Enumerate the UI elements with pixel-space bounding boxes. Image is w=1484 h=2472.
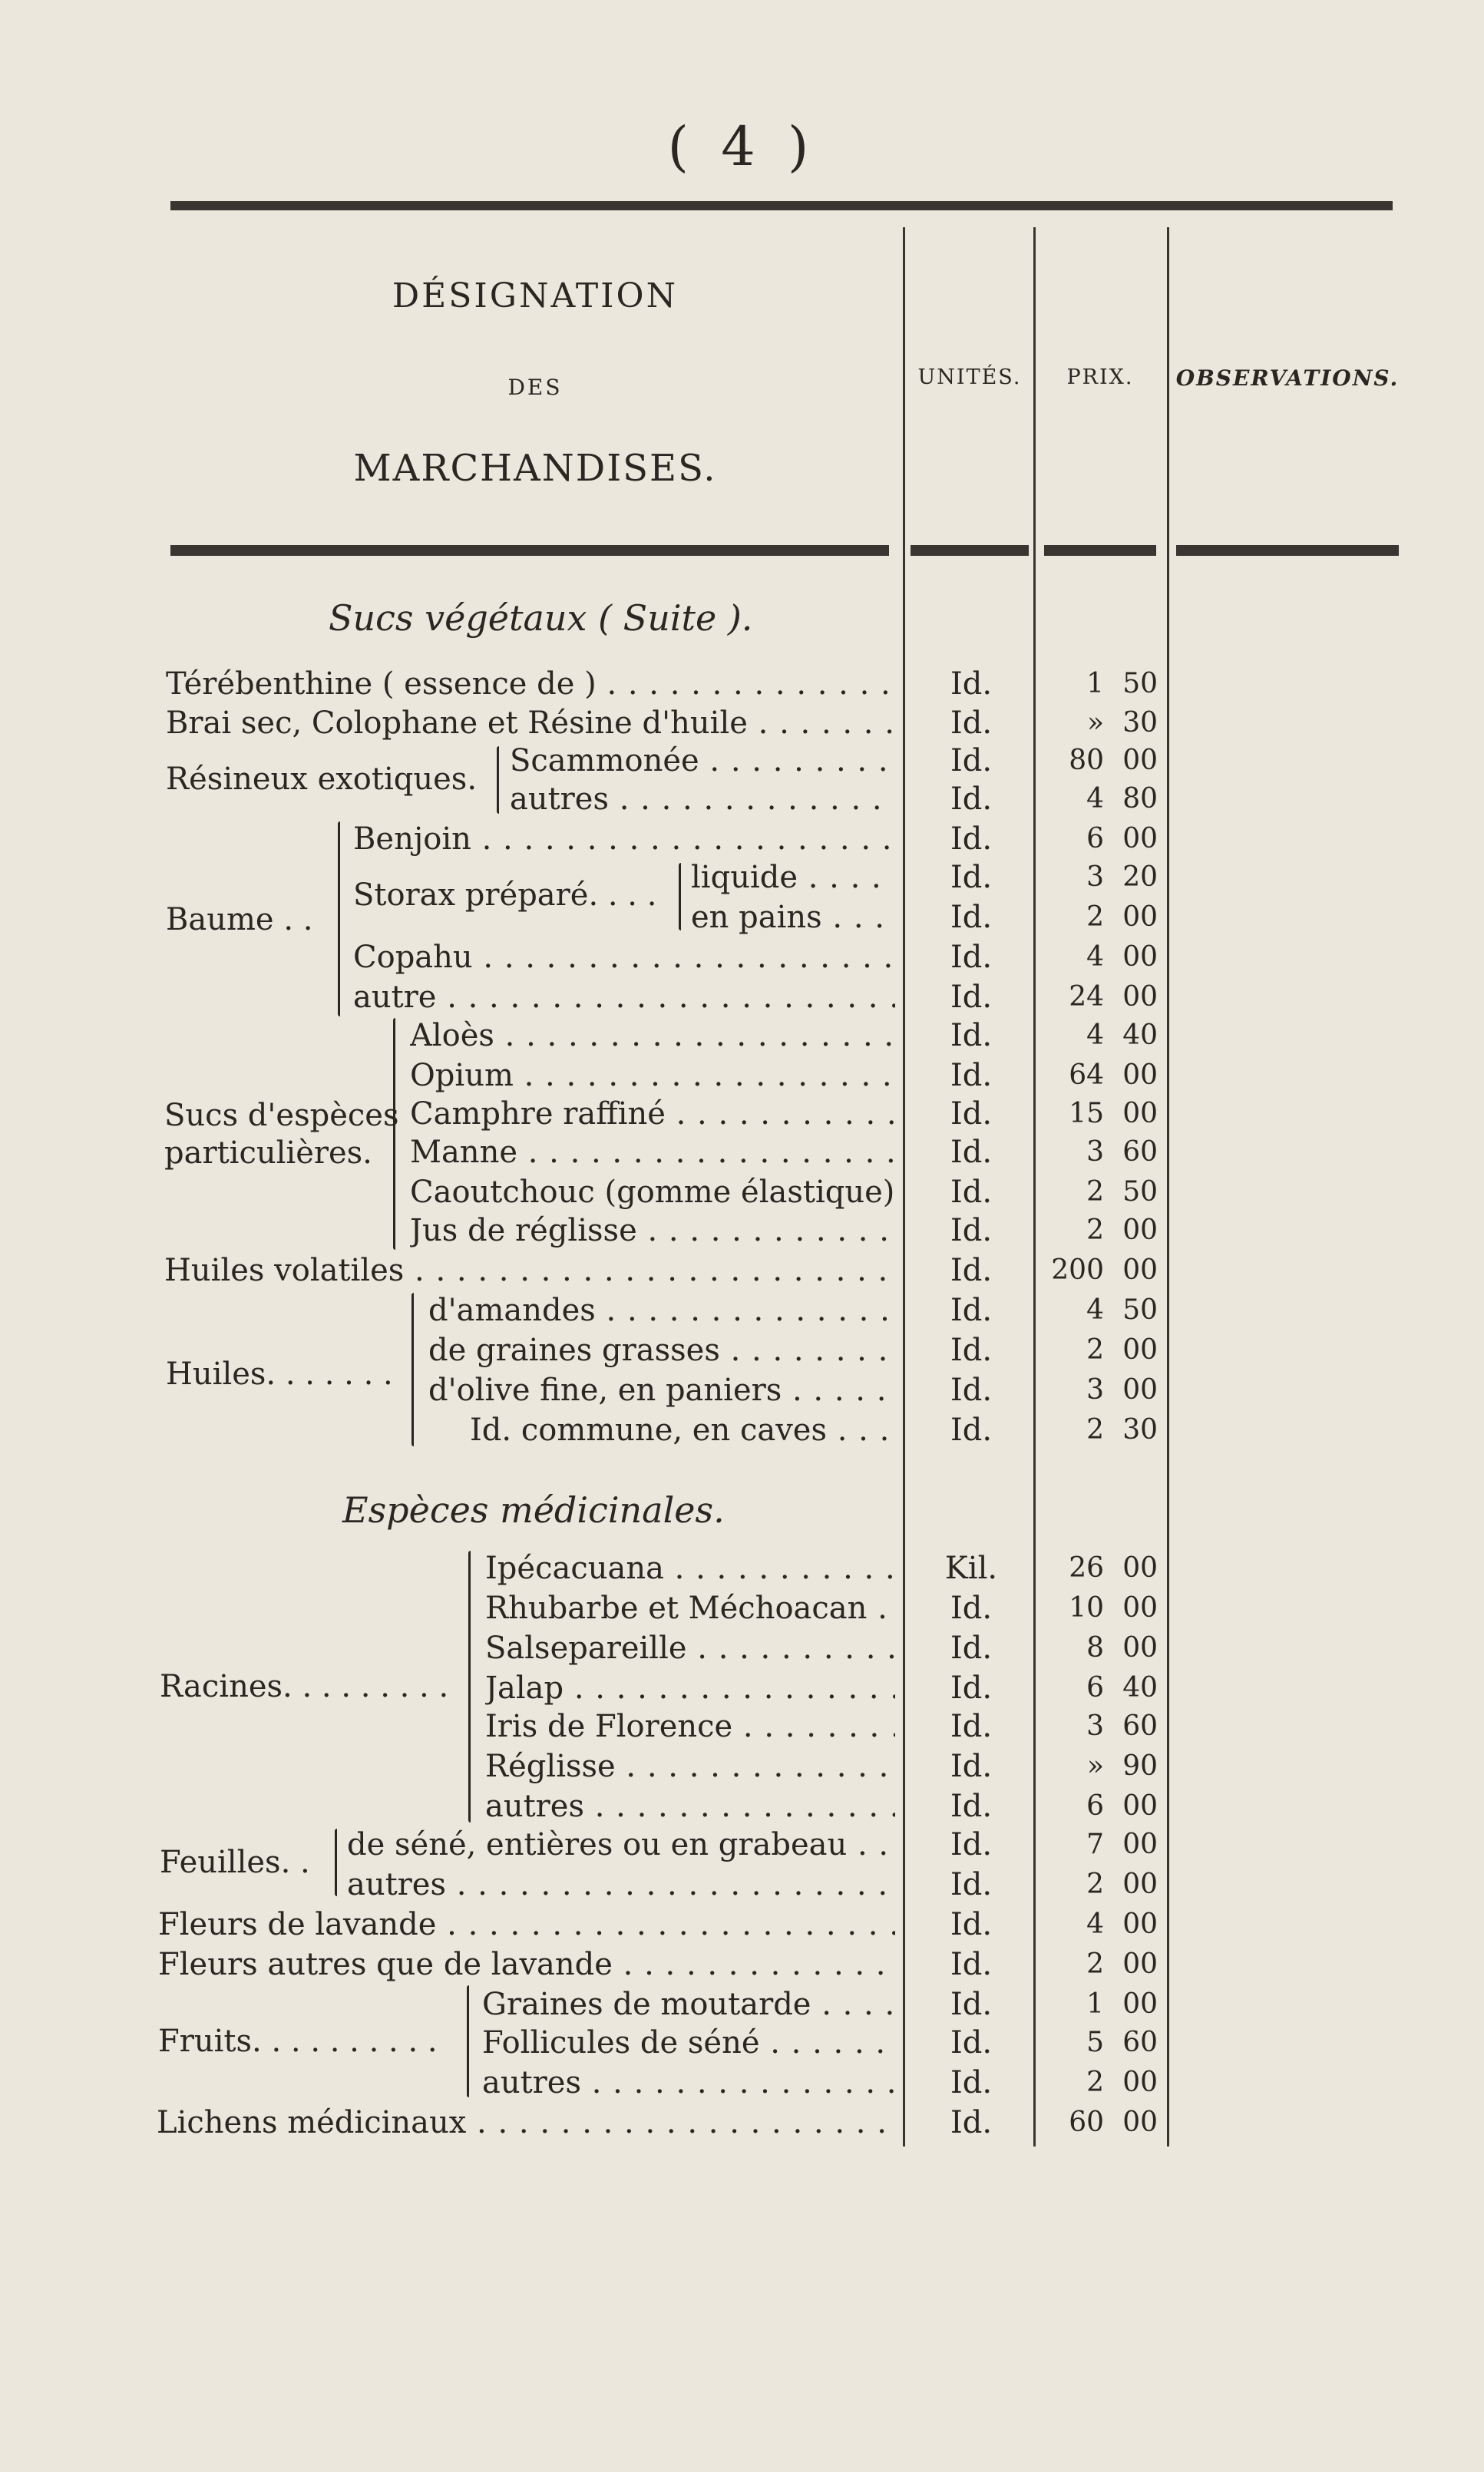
item-price: 3 20 [1086, 861, 1158, 893]
item-unit: Id. [950, 1591, 993, 1626]
item-unit: Id. [950, 666, 993, 702]
table-row [0, 1095, 1484, 1133]
item-label: Scammonée . . . [510, 742, 895, 780]
item-price: 6 00 [1086, 823, 1158, 854]
item-label: d'amandes . . . [428, 1291, 895, 1330]
table-row [0, 1056, 1484, 1095]
header-unites: UNITÉS. [917, 365, 1022, 389]
table-row [0, 2104, 1484, 2142]
table-row [0, 1133, 1484, 1172]
item-label: de séné, entières ou en grabeau . . . [347, 1826, 895, 1864]
item-unit: Id. [950, 1373, 993, 1408]
item-label: Fleurs de lavande . . . [158, 1905, 895, 1944]
item-label: Ipécacuana . . . [485, 1549, 895, 1588]
table-row [0, 1291, 1484, 1330]
item-label: liquide . . . [691, 858, 895, 897]
table-row [0, 1251, 1484, 1290]
item-price: » 30 [1086, 707, 1158, 739]
item-price: 5 60 [1086, 2027, 1158, 2058]
item-unit: Id. [950, 900, 993, 935]
item-price: 4 40 [1086, 1020, 1158, 1051]
table-row [0, 820, 1484, 858]
item-price: 26 00 [1069, 1552, 1158, 1584]
item-unit: Id. [950, 1413, 993, 1448]
item-unit: Id. [950, 2025, 993, 2061]
table-row [0, 2064, 1484, 2102]
group-baume: Baume . . [166, 902, 313, 937]
table-row [0, 1985, 1484, 2024]
item-label: Graines de moutarde . . . [482, 1985, 895, 2024]
item-unit: Id. [950, 1018, 993, 1053]
item-unit: Id. [950, 782, 993, 817]
item-price: 4 50 [1086, 1294, 1158, 1326]
table-row [0, 742, 1484, 780]
item-price: 7 00 [1086, 1829, 1158, 1860]
item-price: 2 00 [1086, 1948, 1158, 1980]
item-label: Copahu . . . [353, 938, 895, 977]
item-unit: Id. [950, 1058, 993, 1093]
table-row [0, 2024, 1484, 2062]
item-label: autres . . . [485, 1787, 895, 1826]
item-label: Aloès . . . [410, 1016, 895, 1055]
item-unit: Id. [950, 1907, 993, 1942]
item-unit: Id. [950, 1827, 993, 1862]
item-unit: Id. [950, 743, 993, 778]
item-price: 2 00 [1086, 1215, 1158, 1246]
item-price: 200 00 [1051, 1254, 1158, 1286]
item-unit: Id. [950, 1135, 993, 1170]
item-label: Fleurs autres que de lavande . . . [158, 1945, 895, 1984]
item-price: 10 00 [1069, 1592, 1158, 1624]
table-row [0, 780, 1484, 818]
item-label: Benjoin . . . [353, 820, 895, 858]
item-price: 4 80 [1086, 783, 1158, 815]
item-unit: Kil. [944, 1551, 998, 1586]
table-row [0, 1589, 1484, 1628]
item-price: 2 00 [1086, 1869, 1158, 1900]
table-row [0, 1411, 1484, 1449]
item-price: 2 50 [1086, 1176, 1158, 1208]
table-row [0, 1787, 1484, 1826]
table-row [0, 938, 1484, 977]
table-row [0, 1945, 1484, 1984]
item-price: 3 60 [1086, 1710, 1158, 1742]
table-row [0, 858, 1484, 897]
item-label: de graines grasses . . . [428, 1331, 895, 1370]
item-price: 24 00 [1069, 981, 1158, 1013]
item-unit: Id. [950, 860, 993, 895]
table-row [0, 978, 1484, 1016]
group-racines: Racines. . . . . . . . . [160, 1669, 449, 1704]
item-price: 64 00 [1069, 1059, 1158, 1091]
item-label: Lichens médicinaux . . . [157, 2104, 895, 2142]
item-label: en pains . . . [691, 898, 895, 937]
group-feuilles: Feuilles. . [160, 1845, 310, 1880]
item-label: Iris de Florence . . . [485, 1707, 895, 1746]
item-price: 8 00 [1086, 1632, 1158, 1664]
header-des: DES [507, 375, 563, 400]
item-unit: Id. [950, 1096, 993, 1132]
item-price: 6 00 [1086, 1790, 1158, 1822]
table-row [0, 1866, 1484, 1904]
item-unit: Id. [950, 1631, 993, 1666]
header-marchandises: MARCHANDISES. [353, 447, 717, 490]
item-unit: Id. [950, 940, 993, 975]
item-label: Rhubarbe et Méchoacan . . . [485, 1589, 895, 1628]
item-unit: Id. [950, 1293, 993, 1328]
item-label: Caoutchouc (gomme élastique) [410, 1175, 895, 1210]
item-label: Jalap . . . [485, 1669, 895, 1707]
item-unit: Id. [950, 1671, 993, 1706]
item-label: Opium . . . [410, 1056, 895, 1095]
table-row [0, 1016, 1484, 1055]
item-label: autres . . . [510, 780, 895, 818]
table-row [0, 1549, 1484, 1588]
header-bar-designation [170, 545, 889, 556]
item-price: 1 50 [1086, 668, 1158, 699]
header-bar-observations [1176, 545, 1399, 556]
item-price: 3 00 [1086, 1374, 1158, 1406]
header-prix: PRIX. [1066, 365, 1134, 389]
item-price: 15 00 [1069, 1098, 1158, 1129]
table-row [0, 1905, 1484, 1944]
group-sucs-especes-1: Sucs d'espèces [164, 1098, 399, 1133]
item-unit: Id. [950, 1987, 993, 2022]
group-fruits: Fruits. . . . . . . . . . [158, 2024, 438, 2059]
item-unit: Id. [950, 821, 993, 857]
table-row [0, 1211, 1484, 1250]
item-price: 2 00 [1086, 2067, 1158, 2098]
item-label: Manne . . . [410, 1133, 895, 1172]
item-label: Térébenthine ( essence de ) . . . [166, 665, 895, 703]
item-label: Réglisse . . . [485, 1747, 895, 1786]
item-price: 2 00 [1086, 901, 1158, 933]
table-row [0, 1707, 1484, 1746]
item-unit: Id. [950, 1789, 993, 1824]
header-bar-prix [1044, 545, 1156, 556]
table-row [0, 1826, 1484, 1864]
item-label: autres . . . [482, 2064, 895, 2102]
table-row [0, 1331, 1484, 1370]
item-label: Salsepareille . . . [485, 1629, 895, 1667]
header-observations: OBSERVATIONS. [1175, 365, 1400, 391]
page-number: ( 4 ) [667, 115, 817, 178]
item-price: 1 00 [1086, 1988, 1158, 2020]
table-row [0, 665, 1484, 703]
item-unit: Id. [950, 1749, 993, 1784]
item-unit: Id. [950, 1175, 993, 1210]
table-row [0, 1371, 1484, 1410]
table-row [0, 704, 1484, 742]
item-label: Camphre raffiné . . . [410, 1095, 895, 1133]
item-unit: Id. [950, 1333, 993, 1368]
item-label: Brai sec, Colophane et Résine d'huile . . . [166, 704, 895, 742]
group-huiles: Huiles. . . . . . . [166, 1357, 393, 1392]
group-sucs-especes-2: particulières. [164, 1135, 372, 1171]
item-unit: Id. [950, 2105, 993, 2140]
item-unit: Id. [950, 1213, 993, 1248]
group-storax: Storax préparé. . . . [353, 877, 657, 913]
item-unit: Id. [950, 1709, 993, 1744]
item-unit: Id. [950, 2065, 993, 2100]
item-price: 4 00 [1086, 941, 1158, 973]
item-label: Follicules de séné . . . [482, 2024, 895, 2062]
item-unit: Id. [950, 1867, 993, 1902]
item-unit: Id. [950, 980, 993, 1015]
item-price: 4 00 [1086, 1909, 1158, 1940]
item-unit: Id. [950, 1253, 993, 1288]
item-price: 80 00 [1069, 745, 1158, 776]
item-unit: Id. [950, 1947, 993, 1982]
item-label: autre . . . [353, 978, 895, 1016]
table-row [0, 1747, 1484, 1786]
table-row [0, 898, 1484, 937]
item-label: Huiles volatiles . . . [164, 1251, 895, 1290]
top-rule [170, 201, 1393, 210]
item-unit: Id. [950, 706, 993, 741]
item-price: 2 30 [1086, 1414, 1158, 1446]
item-label: autres . . . [347, 1866, 895, 1904]
section-sucs-vegetaux: Sucs végétaux ( Suite ). [329, 597, 753, 639]
item-price: 3 60 [1086, 1136, 1158, 1168]
item-price: 60 00 [1069, 2107, 1158, 2138]
item-label: Jus de réglisse . . . [410, 1211, 895, 1250]
table-row [0, 1669, 1484, 1707]
header-designation: DÉSIGNATION [392, 276, 679, 316]
section-especes-medicinales: Espèces médicinales. [342, 1489, 725, 1531]
item-label: d'olive fine, en paniers . . . [428, 1371, 895, 1410]
table-row [0, 1173, 1484, 1211]
item-price: » 90 [1086, 1750, 1158, 1782]
table-row [0, 1629, 1484, 1667]
group-resineux: Résineux exotiques. [166, 762, 478, 797]
item-label: Id. commune, en caves . . . [470, 1411, 895, 1449]
item-price: 6 40 [1086, 1672, 1158, 1704]
header-bar-unites [911, 545, 1029, 556]
item-price: 2 00 [1086, 1334, 1158, 1366]
